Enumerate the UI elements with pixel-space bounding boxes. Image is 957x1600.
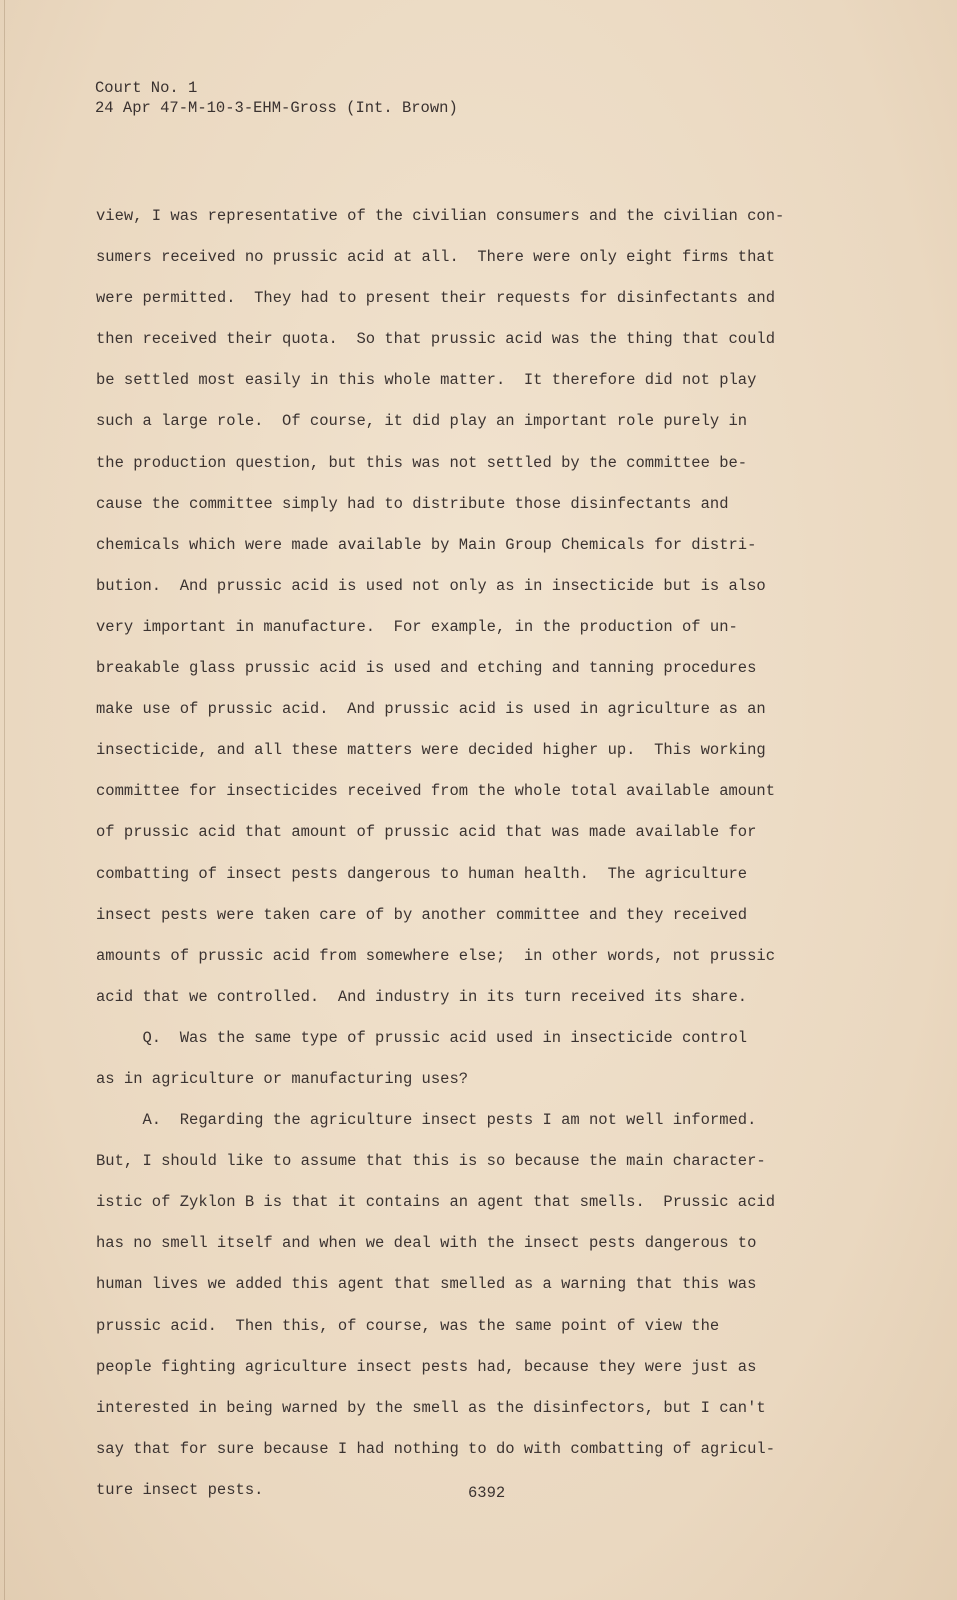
transcript-line: such a large role. Of course, it did play an important role purely in bbox=[96, 412, 748, 431]
transcript-line: the production question, but this was not settled by the committee be- bbox=[96, 453, 748, 472]
document-header bbox=[95, 78, 458, 118]
court-number: Court No. 1 bbox=[95, 79, 198, 97]
session-reference: 24 Apr 47-M-10-3-EHM-Gross (Int. Brown) bbox=[95, 99, 458, 117]
transcript-line: human lives we added this agent that smelled as a warning that this was bbox=[96, 1275, 757, 1294]
transcript-line: view, I was representative of the civilian consumers and the civilian con- bbox=[96, 207, 785, 225]
transcript-line: has no smell itself and when we deal with the insect pests dangerous to bbox=[96, 1234, 757, 1253]
transcript-line: then received their quota. So that prussic acid was the thing that could bbox=[96, 330, 776, 349]
answer-line: A. Regarding the agriculture insect pests I am not well informed. bbox=[96, 1111, 757, 1130]
transcript-line: istic of Zyklon B is that it contains an agent that smells. Prussic acid bbox=[96, 1193, 776, 1212]
transcript-line: very important in manufacture. For example, in the production of un- bbox=[96, 617, 738, 636]
transcript-line: sumers received no prussic acid at all. There were only eight firms that bbox=[96, 248, 776, 267]
transcript-line: as in agriculture or manufacturing uses? bbox=[96, 1069, 469, 1088]
transcript-line: bution. And prussic acid is used not only as in insecticide but is also bbox=[96, 576, 766, 595]
transcript-line: breakable glass prussic acid is used and etching and tanning procedures bbox=[96, 659, 757, 678]
transcript-line: interested in being warned by the smell as the disinfectors, but I can't bbox=[96, 1398, 766, 1417]
transcript-line: acid that we controlled. And industry in its turn received its share. bbox=[96, 987, 748, 1006]
transcript-line: committee for insecticides received from the whole total available amount bbox=[96, 782, 776, 801]
page-edge-line bbox=[4, 0, 5, 1600]
transcript-line: chemicals which were made available by Main Group Chemicals for distri- bbox=[96, 535, 757, 554]
transcript-line: people fighting agriculture insect pests had, because they were just as bbox=[96, 1357, 757, 1376]
transcript-line: But, I should like to assume that this is so because the main character- bbox=[96, 1152, 766, 1171]
transcript-line: amounts of prussic acid from somewhere else; in other words, not prussic bbox=[96, 946, 776, 965]
transcript-line: say that for sure because I had nothing to do with combatting of agricul- bbox=[96, 1439, 776, 1458]
transcript-line: combatting of insect pests dangerous to human health. The agriculture bbox=[96, 864, 748, 883]
transcript-body bbox=[96, 196, 856, 1511]
transcript-line: cause the committee simply had to distribute those disinfectants and bbox=[96, 494, 729, 513]
transcript-line: ture insect pests. bbox=[96, 1480, 264, 1499]
page-number: 6392 bbox=[468, 1484, 506, 1502]
transcript-line: be settled most easily in this whole matter. It therefore did not play bbox=[96, 371, 757, 390]
transcript-line: insect pests were taken care of by another committee and they received bbox=[96, 905, 748, 924]
transcript-line: prussic acid. Then this, of course, was the same point of view the bbox=[96, 1316, 720, 1335]
question-line: Q. Was the same type of prussic acid used in insecticide control bbox=[96, 1028, 748, 1047]
transcript-line: make use of prussic acid. And prussic acid is used in agriculture as an bbox=[96, 700, 766, 719]
transcript-line: were permitted. They had to present their requests for disinfectants and bbox=[96, 289, 776, 308]
transcript-line: insecticide, and all these matters were decided higher up. This working bbox=[96, 741, 766, 760]
transcript-line: of prussic acid that amount of prussic acid that was made available for bbox=[96, 823, 757, 842]
